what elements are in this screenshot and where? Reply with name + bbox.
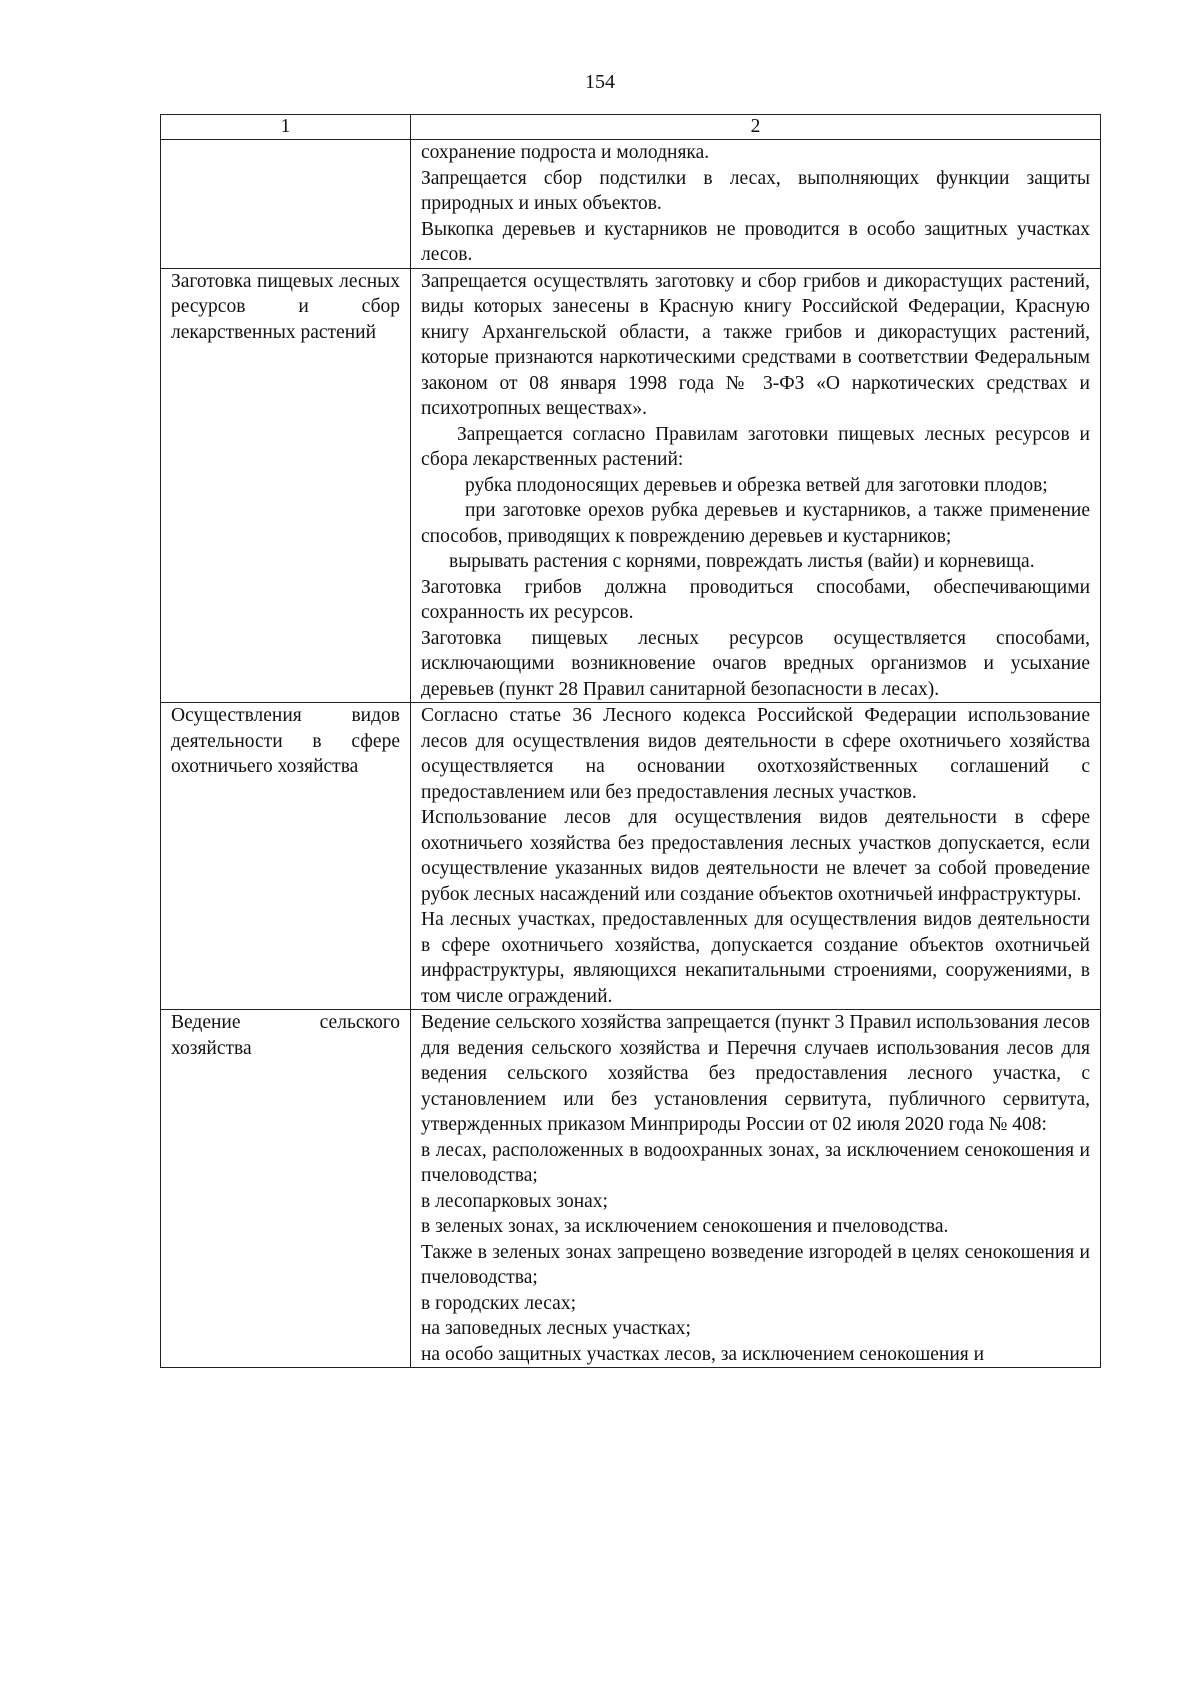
table-body	[161, 140, 1101, 1368]
table-row	[161, 703, 1101, 1010]
requirement-paragraph: Ведение сельского хозяйства запрещается (пункт 3 Правил использования лесов для ведения сельского хозяйства и Перечня случаев использования лесов для ведения сельского хозяйства без предоставления лесного участка, с установлением или без установления сервитута, публичного сервитута, утвержденных приказом Минприроды России от 02 июля 2020 года № 408:	[421, 1012, 1090, 1135]
requirements-cell	[411, 703, 1101, 1010]
column-header-1: 1	[161, 115, 411, 140]
requirement-paragraph: Выкопка деревьев и кустарников не проводится в особо защитных участках лесов.	[421, 218, 1090, 265]
requirement-paragraph: Запрещается сбор подстилки в лесах, выполняющих функции защиты природных и иных объектов.	[421, 167, 1090, 214]
requirements-cell	[411, 140, 1101, 269]
requirement-paragraph: Запрещается согласно Правилам заготовки пищевых лесных ресурсов и сбора лекарственных растений:	[421, 423, 1090, 470]
table-row	[161, 140, 1101, 269]
requirement-paragraph: в лесопарковых зонах;	[421, 1190, 608, 1212]
requirement-paragraph: на особо защитных участках лесов, за исключением сенокошения и	[421, 1343, 985, 1365]
requirement-paragraph: Использование лесов для осуществления видов деятельности в сфере охотничьего хозяйства без предоставления лесных участков допускается, если осуществление указанных видов деятельности не влечет за собой проведение рубок лесных насаждений или создание объектов охотничьей инфраструктуры.	[421, 807, 1090, 905]
requirement-paragraph: вырывать растения с корнями, повреждать листья (вайи) и корневища.	[449, 551, 1035, 572]
requirement-paragraph: сохранение подроста и молодняка.	[421, 142, 710, 163]
activity-cell: Ведение сельского хозяйства	[161, 1010, 411, 1368]
requirement-paragraph: в лесах, расположенных в водоохранных зонах, за исключением сенокошения и пчеловодства;	[421, 1139, 1090, 1186]
requirement-paragraph: на заповедных лесных участках;	[421, 1318, 691, 1339]
requirement-paragraph: Также в зеленых зонах запрещено возведение изгородей в целях сенокошения и пчеловодства;	[421, 1241, 1090, 1288]
requirement-paragraph: Заготовка грибов должна проводиться способами, обеспечивающими сохранность их ресурсов.	[421, 576, 1090, 623]
requirement-paragraph: при заготовке орехов рубка деревьев и кустарников, а также применение способов, приводящих к повреждению деревьев и кустарников;	[421, 500, 1090, 547]
requirement-paragraph: в городских лесах;	[421, 1292, 576, 1314]
forest-use-restrictions-table	[160, 114, 1101, 1368]
column-header-2: 2	[411, 115, 1101, 140]
page-number: 154	[585, 71, 615, 93]
requirement-paragraph: На лесных участках, предоставленных для осуществления видов деятельности в сфере охотничьего хозяйства, допускается создание объектов охотничьей инфраструктуры, являющихся некапитальными строениями, сооружениями, в том числе ограждений.	[421, 909, 1090, 1007]
activity-cell	[161, 140, 411, 269]
table-row	[161, 268, 1101, 703]
requirement-paragraph: Заготовка пищевых лесных ресурсов осуществляется способами, исключающими возникновение очагов вредных организмов и усыхание деревьев (пункт 28 Правил санитарной безопасности в лесах).	[421, 627, 1090, 700]
requirements-cell	[411, 1010, 1101, 1368]
requirement-paragraph: в зеленых зонах, за исключением сенокошения и пчеловодства.	[421, 1216, 949, 1237]
table-row	[161, 1010, 1101, 1368]
requirement-paragraph: рубка плодоносящих деревьев и обрезка ветвей для заготовки плодов;	[465, 474, 1048, 496]
activity-cell: Заготовка пищевых лесных ресурсов и сбор лекарственных растений	[161, 268, 411, 703]
requirement-paragraph: Согласно статье 36 Лесного кодекса Российской Федерации использование лесов для осуществления видов деятельности в сфере охотничьего хозяйства осуществляется на основании охотхозяйственных соглашений с предоставлением или без предоставления лесных участков.	[421, 705, 1090, 803]
table-header-row	[161, 115, 1101, 140]
requirements-cell	[411, 268, 1101, 703]
requirement-paragraph: Запрещается осуществлять заготовку и сбор грибов и дикорастущих растений, виды которых занесены в Красную книгу Российской Федерации, Красную книгу Архангельской области, а также грибов и дикорастущих растений, которые признаются наркотическими средствами в соответствии Федеральным законом от 08 января 1998 года № 3-ФЗ «О наркотических средствах и психотропных веществах».	[421, 270, 1090, 419]
activity-cell: Осуществления видов деятельности в сфере охотничьего хозяйства	[161, 703, 411, 1010]
